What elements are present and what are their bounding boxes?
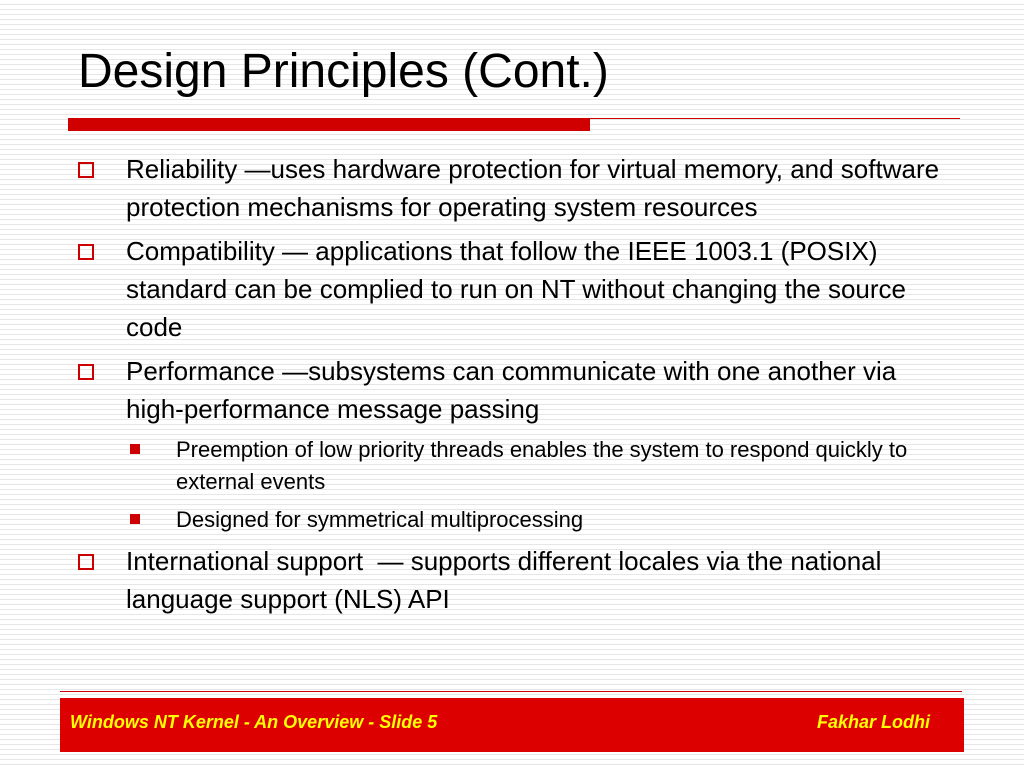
title-divider-thick bbox=[68, 119, 590, 131]
footer-author: Fakhar Lodhi bbox=[816, 712, 930, 732]
sub-bullet-item-smp bbox=[78, 504, 958, 536]
bullet-item-compatibility bbox=[78, 232, 958, 346]
footer-presentation-title: Windows NT Kernel - An Overview - Slide 5 bbox=[70, 712, 438, 732]
footer-bar bbox=[60, 698, 964, 752]
footer-divider bbox=[60, 691, 962, 692]
bullet-item-reliability bbox=[78, 150, 958, 226]
hollow-square-icon bbox=[78, 364, 94, 380]
sub-bullet-text: Designed for symmetrical multiprocessing bbox=[176, 507, 584, 532]
bullet-item-international-support bbox=[78, 542, 958, 618]
bullet-text: Compatibility — applications that follow the IEEE 1003.1 (POSIX) standard can be complied to run on NT without changing the source code bbox=[126, 236, 906, 342]
bullet-item-performance bbox=[78, 352, 958, 428]
bullet-text: Performance —subsystems can communicate with one another via high-performance message passing bbox=[126, 356, 897, 424]
hollow-square-icon bbox=[78, 244, 94, 260]
hollow-square-icon bbox=[78, 554, 94, 570]
filled-square-icon bbox=[130, 444, 140, 454]
bullet-text: Reliability —uses hardware protection for virtual memory, and software protection mechanisms for operating system resources bbox=[126, 154, 940, 222]
bullet-list bbox=[78, 150, 958, 624]
bullet-text: International support — supports different locales via the national language support (NLS) API bbox=[126, 546, 882, 614]
slide-title: Design Principles (Cont.) bbox=[78, 45, 609, 98]
filled-square-icon bbox=[130, 514, 140, 524]
hollow-square-icon bbox=[78, 162, 94, 178]
sub-bullet-item-preemption bbox=[78, 434, 958, 498]
sub-bullet-text: Preemption of low priority threads enables the system to respond quickly to external events bbox=[176, 437, 908, 494]
